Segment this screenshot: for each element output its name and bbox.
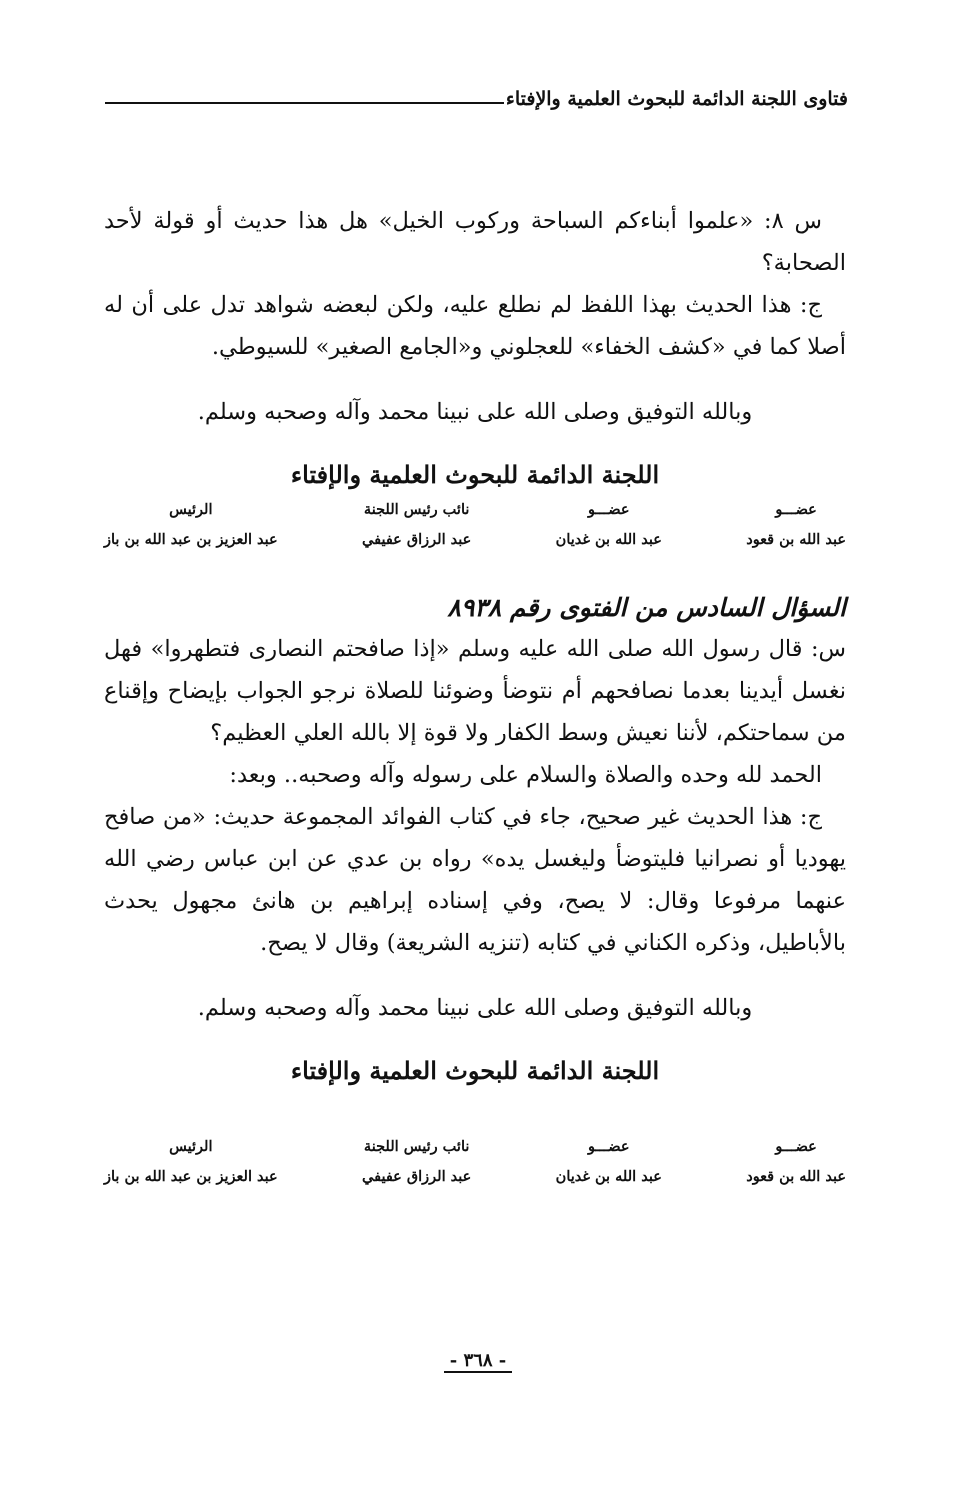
signature-name: عبد الله بن قعود: [746, 531, 846, 548]
signature-member-1: [746, 495, 846, 555]
signature-name: عبد العزيز بن عبد الله بن باز: [104, 531, 278, 548]
signature-role: عضـــو: [588, 501, 630, 518]
signature-role: عضـــو: [775, 501, 817, 518]
signature-name: عبد العزيز بن عبد الله بن باز: [104, 1168, 278, 1185]
signature-role: عضـــو: [588, 1138, 630, 1155]
signature-role: نائب رئيس اللجنة: [363, 1138, 470, 1155]
page-number-text: - ٣٦٨ -: [444, 1350, 513, 1373]
signature-block-1: [104, 495, 846, 555]
signature-chair: [104, 1132, 278, 1192]
praise-text: الحمد لله وحده والصلاة والسلام على رسوله وآله وصحبه.. وبعد:: [229, 762, 822, 788]
page-number: [0, 1350, 956, 1371]
signature-member-2: [556, 495, 662, 555]
committee-name: اللجنة الدائمة للبحوث العلمية والإفتاء: [290, 1056, 660, 1085]
signature-vice-chair: [362, 495, 471, 555]
answer-text: ج: هذا الحديث بهذا اللفظ لم نطلع عليه، ولكن لبعضه شواهد تدل على أن له أصلا كما في «كشف الخفاء» للعجلوني و«الجامع الصغير» للسيوطي.: [104, 292, 846, 360]
closing-text: وبالله التوفيق وصلى الله على نبينا محمد وآله وصحبه وسلم.: [197, 398, 753, 425]
fatwa-2: [104, 588, 846, 1091]
question-text: س: قال رسول الله صلى الله عليه وسلم «إذا صافحتم النصارى فتطهروا» فهل نغسل أيدينا بعدما نصافحهم أم نتوضأ وضوئنا للصلاة نرجو الجواب بإيضاح وإقناع من سماحتكم، لأننا نعيش وسط الكفار ولا قوة إلا بالله العلي العظيم؟: [104, 636, 846, 746]
signature-name: عبد الله بن قعود: [746, 1168, 846, 1185]
fatwa-1: [104, 200, 846, 495]
signature-name: عبد الرزاق عفيفي: [362, 1168, 472, 1185]
signature-name: عبد الله بن غديان: [555, 1168, 662, 1185]
signature-role: نائب رئيس اللجنة: [363, 501, 470, 518]
running-header: [105, 88, 848, 110]
signature-name: عبد الله بن غديان: [555, 531, 662, 548]
committee-name: اللجنة الدائمة للبحوث العلمية والإفتاء: [290, 460, 660, 489]
signature-member-1: [746, 1132, 846, 1192]
running-title: فتاوى اللجنة الدائمة للبحوث العلمية والإفتاء: [505, 88, 848, 110]
question-text: س ٨: «علموا أبناءكم السباحة وركوب الخيل» هل هذا حديث أو قولة لأحد الصحابة؟: [104, 208, 846, 276]
signature-role: الرئيس: [169, 1138, 213, 1155]
signature-block-2: [104, 1132, 846, 1192]
question-title: السؤال السادس من الفتوى رقم ٨٩٣٨: [447, 593, 846, 622]
signature-member-2: [556, 1132, 662, 1192]
signature-vice-chair: [362, 1132, 471, 1192]
answer-text: ج: هذا الحديث غير صحيح، جاء في كتاب الفوائد المجموعة حديث: «من صافح يهوديا أو نصرانيا فليتوضأ وليغسل يده» رواه بن عدي عن ابن عباس رضي الله عنهما مرفوعا وقال: لا يصح، وفي إسناده إبراهيم بن هانئ مجهول يحدث بالأباطيل، وذكره الكناني في كتابه (تنزيه الشريعة) وقال لا يصح.: [104, 804, 846, 956]
header-rule: [105, 102, 504, 104]
signature-role: عضـــو: [775, 1138, 817, 1155]
signature-role: الرئيس: [169, 501, 213, 518]
signature-name: عبد الرزاق عفيفي: [362, 531, 472, 548]
closing-text: وبالله التوفيق وصلى الله على نبينا محمد وآله وصحبه وسلم.: [197, 994, 753, 1021]
signature-chair: [104, 495, 278, 555]
